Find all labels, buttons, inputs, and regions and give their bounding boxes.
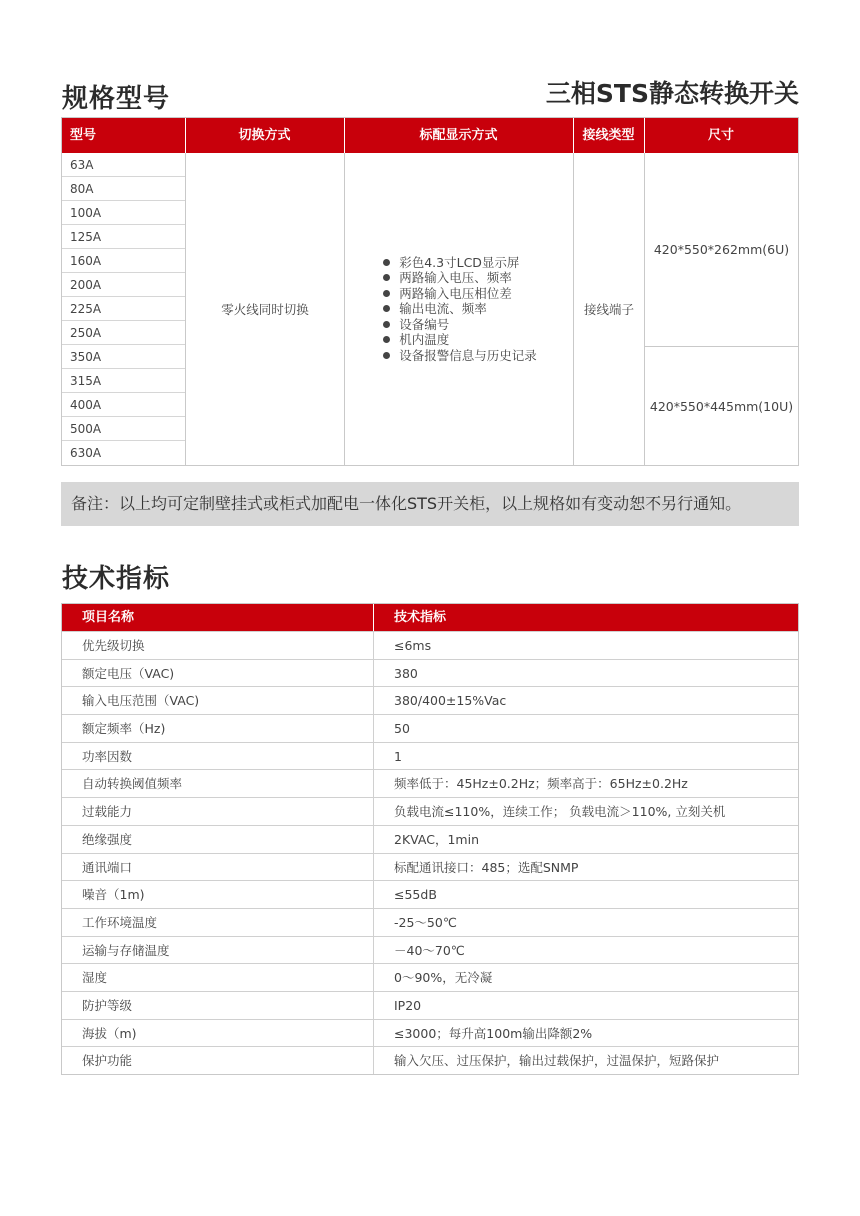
row-value: 50: [394, 721, 410, 737]
row-name: 海拔（m): [62, 1020, 374, 1047]
header-switch-mode: 切换方式: [238, 128, 291, 143]
display-feature-item: 彩色4.3寸LCD显示屏: [381, 255, 537, 271]
row-value: 1: [394, 748, 402, 764]
spec-table: [61, 117, 799, 466]
table-row: [62, 991, 798, 1019]
model-row: 250A: [62, 321, 185, 345]
row-value: 0～90%，无冷凝: [394, 970, 493, 986]
model-row: 225A: [62, 297, 185, 321]
model-row: 315A: [62, 369, 185, 393]
model-row: 200A: [62, 273, 185, 297]
note-bar: 备注：以上均可定制壁挂式或柜式加配电一体化STS开关柜，以上规格如有变动恕不另行通知。: [61, 482, 799, 526]
row-name: 湿度: [62, 964, 374, 991]
row-name: 工作环境温度: [62, 909, 374, 936]
model-row: 630A: [70, 446, 102, 460]
wiring-cell: [574, 153, 644, 465]
header-divider: [573, 118, 574, 153]
spec-table-header: [62, 118, 798, 153]
header-divider: [644, 118, 645, 153]
table-row: [62, 742, 798, 770]
row-name: 保护功能: [62, 1047, 374, 1074]
tech-table-header: [62, 604, 798, 631]
row-name: 噪音（1m): [62, 881, 374, 908]
switch-mode-cell: [186, 153, 344, 465]
table-row: [62, 714, 798, 742]
row-value: ≤55dB: [394, 887, 437, 903]
table-row: [62, 769, 798, 797]
model-row: 500A: [62, 417, 185, 441]
table-row: [62, 1019, 798, 1047]
model-row: 400A: [62, 393, 185, 417]
table-row: [62, 631, 798, 659]
table-row: [62, 853, 798, 881]
table-row: [62, 880, 798, 908]
row-name: 输入电压范围（VAC): [62, 687, 374, 714]
row-name: 自动转换阈值频率: [62, 770, 374, 797]
row-value: 380/400±15%Vac: [394, 693, 507, 709]
row-value: 2KVAC，1min: [394, 831, 479, 847]
display-feature-item: 两路输入电压相位差: [381, 286, 537, 302]
display-feature-item: 两路输入电压、频率: [381, 270, 537, 286]
table-row: [62, 686, 798, 714]
model-list: [62, 153, 185, 465]
tech-table: [61, 603, 799, 1075]
display-cell: [345, 153, 573, 465]
row-value: -25～50℃: [394, 914, 457, 930]
display-feature-list: [381, 255, 537, 364]
model-row: 80A: [62, 177, 185, 201]
table-row: [62, 1046, 798, 1074]
display-feature-item: 机内温度: [381, 332, 537, 348]
header-model: 型号: [70, 128, 97, 143]
model-row: 125A: [62, 225, 185, 249]
row-name: 功率因数: [62, 743, 374, 770]
header-size: 尺寸: [707, 128, 734, 143]
row-value: 输入欠压、过压保护，输出过载保护，过温保护，短路保护: [394, 1053, 720, 1069]
table-row: [62, 825, 798, 853]
row-name: 优先级切换: [62, 632, 374, 659]
header-wiring: 接线类型: [582, 128, 635, 143]
table-row: [62, 659, 798, 687]
table-row: [62, 908, 798, 936]
table-row: [62, 797, 798, 825]
header-divider: [344, 118, 345, 153]
size-text: 420*550*445mm(10U): [649, 398, 794, 414]
model-row: 160A: [62, 249, 185, 273]
row-value: ≤6ms: [394, 638, 432, 653]
header-display: 标配显示方式: [419, 128, 498, 143]
row-value: 频率低于：45Hz±0.2Hz；频率高于：65Hz±0.2Hz: [394, 776, 688, 792]
header-item-name: 项目名称: [62, 604, 374, 631]
row-name: 额定频率（Hz): [62, 715, 374, 742]
header-divider: [185, 118, 186, 153]
row-value: IP20: [394, 997, 422, 1013]
display-feature-item: 设备报警信息与历史记录: [381, 348, 537, 364]
switch-mode-text: 零火线同时切换: [221, 302, 309, 317]
size-cell-10u: [645, 347, 798, 465]
header-item-value: 技术指标: [394, 610, 447, 625]
row-value: 负载电流≤110%，连续工作； 负载电流＞110%, 立刻关机: [394, 804, 726, 820]
model-row: 100A: [62, 201, 185, 225]
model-row: 63A: [62, 153, 185, 177]
row-name: 绝缘强度: [62, 826, 374, 853]
display-feature-item: 设备编号: [381, 317, 537, 333]
display-feature-item: 输出电流、频率: [381, 301, 537, 317]
table-row: [62, 963, 798, 991]
size-cell-6u: [645, 153, 798, 346]
product-title: 三相STS静态转换开关: [545, 79, 799, 108]
model-row: 350A: [62, 345, 185, 369]
row-value: 标配通讯接口：485；选配SNMP: [394, 859, 579, 875]
wiring-text: 接线端子: [583, 302, 634, 317]
row-name: 通讯端口: [62, 854, 374, 881]
row-name: 运输与存储温度: [62, 937, 374, 964]
table-row: [62, 936, 798, 964]
spec-section-title: 规格型号: [62, 84, 171, 114]
row-name: 防护等级: [62, 992, 374, 1019]
tech-section-title: 技术指标: [62, 564, 171, 594]
row-value: 380: [394, 665, 418, 681]
size-text: 420*550*262mm(6U): [653, 242, 790, 257]
row-value: ≤3000；每升高100m输出降额2%: [394, 1025, 593, 1041]
row-value: －40～70℃: [394, 942, 465, 958]
row-name: 过载能力: [62, 798, 374, 825]
row-name: 额定电压（VAC): [62, 660, 374, 687]
